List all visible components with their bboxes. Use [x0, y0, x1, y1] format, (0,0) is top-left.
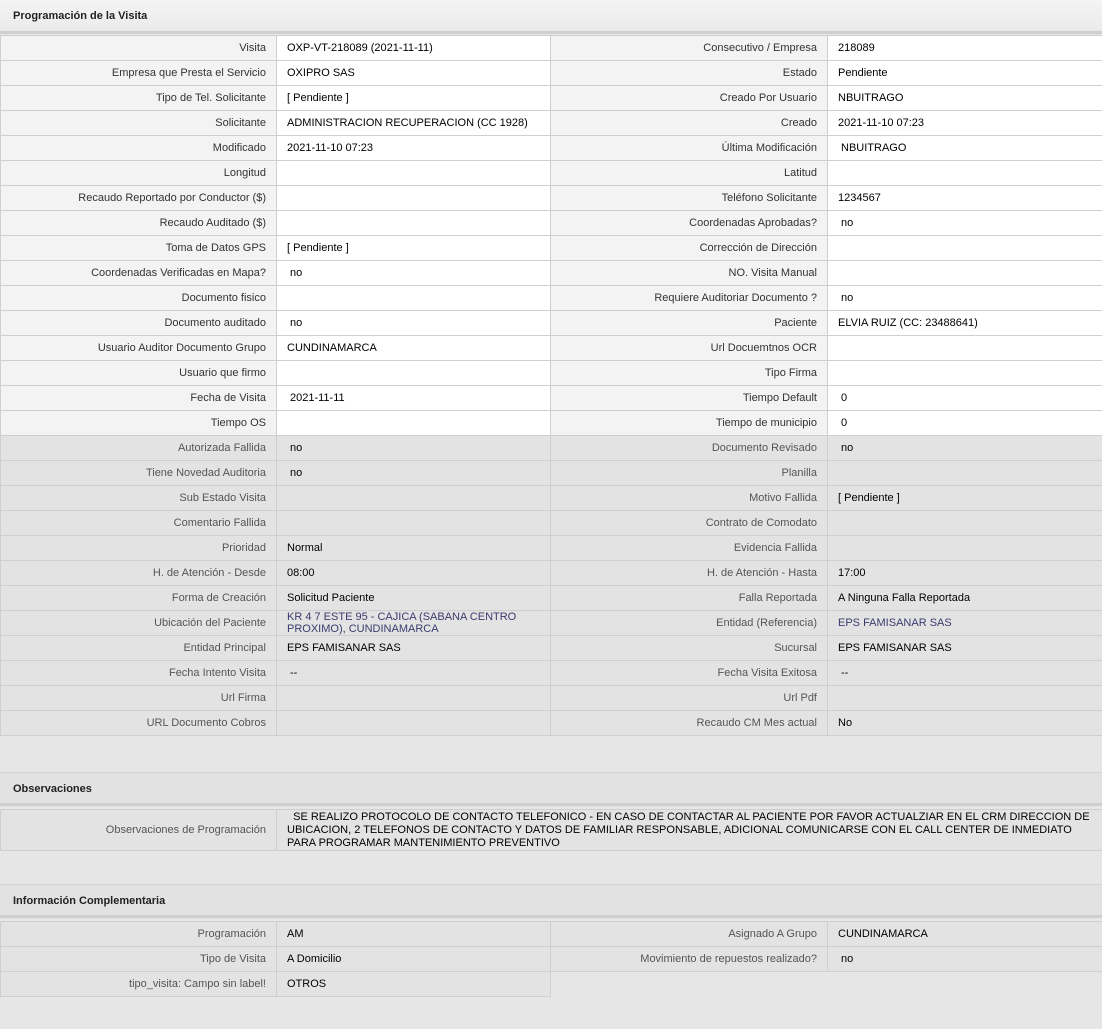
field-label-comentario-fallida: Comentario Fallida [1, 511, 277, 536]
field-label-contrato-de-comodato: Contrato de Comodato [551, 511, 828, 536]
field-label-fecha-de-visita: Fecha de Visita [1, 386, 277, 411]
table-row [1, 111, 1102, 136]
field-value-h-de-atencion-desde: 08:00 [277, 561, 551, 586]
field-label-tipo-de-tel-solicitante: Tipo de Tel. Solicitante [1, 86, 277, 111]
field-label-programacion: Programación [1, 922, 277, 947]
field-label-telefono-solicitante: Teléfono Solicitante [551, 186, 828, 211]
field-value-entidad-referencia: EPS FAMISANAR SAS [828, 611, 1102, 636]
section-programacion [0, 0, 1102, 34]
field-value-empresa-que-presta-el-servicio: OXIPRO SAS [277, 61, 551, 86]
table-row [1, 436, 1102, 461]
field-value-fecha-intento-visita: -- [277, 661, 551, 686]
field-label-documento-revisado: Documento Revisado [551, 436, 828, 461]
field-value-visita: OXP-VT-218089 (2021-11-11) [277, 36, 551, 61]
field-label-tipo-visita-campo-sin-label: tipo_visita: Campo sin label! [1, 972, 277, 997]
field-value-tiempo-default: 0 [828, 386, 1102, 411]
empty-cell [828, 972, 1102, 997]
table-row [1, 386, 1102, 411]
field-label-estado: Estado [551, 61, 828, 86]
field-label-documento-auditado: Documento auditado [1, 311, 277, 336]
field-label-h-de-atencion-hasta: H. de Atención - Hasta [551, 561, 828, 586]
field-value-contrato-de-comodato [828, 511, 1102, 536]
field-label-latitud: Latitud [551, 161, 828, 186]
programacion-table [0, 35, 1102, 736]
field-value-evidencia-fallida [828, 536, 1102, 561]
field-value-prioridad: Normal [277, 536, 551, 561]
field-label-tiempo-os: Tiempo OS [1, 411, 277, 436]
field-value-tipo-de-tel-solicitante: [ Pendiente ] [277, 86, 551, 111]
field-value-estado: Pendiente [828, 61, 1102, 86]
empty-cell [551, 972, 828, 997]
field-value-url-docuemtnos-ocr [828, 336, 1102, 361]
field-value-sucursal: EPS FAMISANAR SAS [828, 636, 1102, 661]
field-value-documento-fisico [277, 286, 551, 311]
field-label-modificado: Modificado [1, 136, 277, 161]
field-value-fecha-de-visita: 2021-11-11 [277, 386, 551, 411]
field-value-consecutivo-empresa: 218089 [828, 36, 1102, 61]
field-label-sub-estado-visita: Sub Estado Visita [1, 486, 277, 511]
table-row [1, 186, 1102, 211]
field-value-coordenadas-aprobadas: no [828, 211, 1102, 236]
field-label-tipo-firma: Tipo Firma [551, 361, 828, 386]
field-value-creado: 2021-11-10 07:23 [828, 111, 1102, 136]
field-value-tiempo-de-municipio: 0 [828, 411, 1102, 436]
table-row [1, 211, 1102, 236]
field-value-falla-reportada: A Ninguna Falla Reportada [828, 586, 1102, 611]
field-label-tipo-de-visita: Tipo de Visita [1, 947, 277, 972]
field-label-tiempo-de-municipio: Tiempo de municipio [551, 411, 828, 436]
table-row [1, 161, 1102, 186]
field-value-latitud [828, 161, 1102, 186]
field-label-planilla: Planilla [551, 461, 828, 486]
field-value-requiere-auditoriar-documento: no [828, 286, 1102, 311]
table-row [1, 511, 1102, 536]
table-row [1, 361, 1102, 386]
field-label-autorizada-fallida: Autorizada Fallida [1, 436, 277, 461]
field-value-recaudo-cm-mes-actual: No [828, 711, 1102, 736]
table-row [1, 661, 1102, 686]
field-value-usuario-que-firmo [277, 361, 551, 386]
table-row [1, 136, 1102, 161]
table-row [1, 561, 1102, 586]
field-label-tiempo-default: Tiempo Default [551, 386, 828, 411]
field-label-recaudo-cm-mes-actual: Recaudo CM Mes actual [551, 711, 828, 736]
section-header-observaciones: Observaciones [0, 772, 1102, 806]
table-row [1, 411, 1102, 436]
field-value-paciente: ELVIA RUIZ (CC: 23488641) [828, 311, 1102, 336]
table-row [1, 61, 1102, 86]
table-row [1, 36, 1102, 61]
field-value-motivo-fallida: [ Pendiente ] [828, 486, 1102, 511]
field-value-solicitante: ADMINISTRACION RECUPERACION (CC 1928) [277, 111, 551, 136]
field-value-planilla [828, 461, 1102, 486]
field-value-url-documento-cobros [277, 711, 551, 736]
field-value-url-pdf [828, 686, 1102, 711]
field-label-ubicacion-del-paciente: Ubicación del Paciente [1, 611, 277, 636]
field-value-telefono-solicitante: 1234567 [828, 186, 1102, 211]
field-value-programacion: AM [277, 922, 551, 947]
field-value-asignado-a-grupo: CUNDINAMARCA [828, 922, 1102, 947]
field-value-tipo-de-visita: A Domicilio [277, 947, 551, 972]
field-value-ubicacion-del-paciente: KR 4 7 ESTE 95 - CAJICA (SABANA CENTRO PROXIMO), CUNDINAMARCA [277, 611, 551, 636]
field-value-modificado: 2021-11-10 07:23 [277, 136, 551, 161]
field-label-entidad-referencia: Entidad (Referencia) [551, 611, 828, 636]
field-label-h-de-atencion-desde: H. de Atención - Desde [1, 561, 277, 586]
field-value-tiempo-os [277, 411, 551, 436]
table-row [1, 947, 1102, 972]
table-row [1, 686, 1102, 711]
field-label-paciente: Paciente [551, 311, 828, 336]
table-row [1, 711, 1102, 736]
field-label-falla-reportada: Falla Reportada [551, 586, 828, 611]
table-row [1, 236, 1102, 261]
field-label-url-documento-cobros: URL Documento Cobros [1, 711, 277, 736]
table-row [1, 922, 1102, 947]
field-label-url-docuemtnos-ocr: Url Docuemtnos OCR [551, 336, 828, 361]
field-value-fecha-visita-exitosa: -- [828, 661, 1102, 686]
field-value-documento-revisado: no [828, 436, 1102, 461]
field-value-tiene-novedad-auditoria: no [277, 461, 551, 486]
table-row [1, 586, 1102, 611]
field-label-solicitante: Solicitante [1, 111, 277, 136]
field-label-documento-fisico: Documento fisico [1, 286, 277, 311]
field-label-empresa-que-presta-el-servicio: Empresa que Presta el Servicio [1, 61, 277, 86]
field-value-recaudo-auditado [277, 211, 551, 236]
field-label-url-firma: Url Firma [1, 686, 277, 711]
field-value-tipo-firma [828, 361, 1102, 386]
field-label-tiene-novedad-auditoria: Tiene Novedad Auditoria [1, 461, 277, 486]
complementaria-table [0, 921, 1102, 997]
table-row [1, 636, 1102, 661]
field-label-requiere-auditoriar-documento: Requiere Auditoriar Documento ? [551, 286, 828, 311]
table-row [1, 86, 1102, 111]
field-label-movimiento-de-repuestos-realizado: Movimiento de repuestos realizado? [551, 947, 828, 972]
observaciones-table [0, 809, 1102, 851]
table-row [1, 261, 1102, 286]
field-label-visita: Visita [1, 36, 277, 61]
field-value-movimiento-de-repuestos-realizado: no [828, 947, 1102, 972]
field-label-entidad-principal: Entidad Principal [1, 636, 277, 661]
field-value-creado-por-usuario: NBUITRAGO [828, 86, 1102, 111]
field-label-no-visita-manual: NO. Visita Manual [551, 261, 828, 286]
field-label-recaudo-auditado: Recaudo Auditado ($) [1, 211, 277, 236]
field-label-usuario-que-firmo: Usuario que firmo [1, 361, 277, 386]
field-value-no-visita-manual [828, 261, 1102, 286]
table-row [1, 536, 1102, 561]
section-header-programacion: Programación de la Visita [0, 0, 1102, 34]
field-label-prioridad: Prioridad [1, 536, 277, 561]
field-label-sucursal: Sucursal [551, 636, 828, 661]
field-value-longitud [277, 161, 551, 186]
field-value-ultima-modificacion: NBUITRAGO [828, 136, 1102, 161]
field-label-correccion-de-direccion: Corrección de Dirección [551, 236, 828, 261]
observaciones-value: SE REALIZO PROTOCOLO DE CONTACTO TELEFONICO - EN CASO DE CONTACTAR AL PACIENTE POR FAVOR ACTUALZIAR EN EL CRM DIRECCION DE UBICACION, 2 TELEFONOS DE CONTACTO Y DATOS DE FAMILIAR RESPONSABLE, ADICIONAL COMUNICARSE CON EL CALL CENTER DE INMEDIATO PARA PROGRAMAR MANTENIMIENTO PREVENTIVO [277, 810, 1102, 851]
field-value-sub-estado-visita [277, 486, 551, 511]
table-row [1, 972, 1102, 997]
field-value-url-firma [277, 686, 551, 711]
field-value-coordenadas-verificadas-en-mapa: no [277, 261, 551, 286]
observaciones-label: Observaciones de Programación [1, 810, 277, 851]
field-value-comentario-fallida [277, 511, 551, 536]
field-value-forma-de-creacion: Solicitud Paciente [277, 586, 551, 611]
field-label-fecha-intento-visita: Fecha Intento Visita [1, 661, 277, 686]
field-label-coordenadas-verificadas-en-mapa: Coordenadas Verificadas en Mapa? [1, 261, 277, 286]
field-label-toma-de-datos-gps: Toma de Datos GPS [1, 236, 277, 261]
field-value-toma-de-datos-gps: [ Pendiente ] [277, 236, 551, 261]
field-label-longitud: Longitud [1, 161, 277, 186]
table-row [1, 486, 1102, 511]
table-row [1, 336, 1102, 361]
field-label-ultima-modificacion: Última Modificación [551, 136, 828, 161]
field-label-forma-de-creacion: Forma de Creación [1, 586, 277, 611]
section-header-complementaria: Información Complementaria [0, 884, 1102, 918]
field-value-usuario-auditor-documento-grupo: CUNDINAMARCA [277, 336, 551, 361]
field-value-h-de-atencion-hasta: 17:00 [828, 561, 1102, 586]
field-label-consecutivo-empresa: Consecutivo / Empresa [551, 36, 828, 61]
field-label-creado-por-usuario: Creado Por Usuario [551, 86, 828, 111]
field-label-motivo-fallida: Motivo Fallida [551, 486, 828, 511]
table-row [1, 810, 1102, 851]
field-label-fecha-visita-exitosa: Fecha Visita Exitosa [551, 661, 828, 686]
table-row [1, 461, 1102, 486]
field-label-asignado-a-grupo: Asignado A Grupo [551, 922, 828, 947]
field-label-evidencia-fallida: Evidencia Fallida [551, 536, 828, 561]
field-value-documento-auditado: no [277, 311, 551, 336]
field-label-url-pdf: Url Pdf [551, 686, 828, 711]
field-label-coordenadas-aprobadas: Coordenadas Aprobadas? [551, 211, 828, 236]
field-value-tipo-visita-campo-sin-label: OTROS [277, 972, 551, 997]
table-row [1, 311, 1102, 336]
field-label-usuario-auditor-documento-grupo: Usuario Auditor Documento Grupo [1, 336, 277, 361]
table-row [1, 611, 1102, 636]
field-value-autorizada-fallida: no [277, 436, 551, 461]
table-row [1, 286, 1102, 311]
field-label-recaudo-reportado-por-conductor: Recaudo Reportado por Conductor ($) [1, 186, 277, 211]
field-value-entidad-principal: EPS FAMISANAR SAS [277, 636, 551, 661]
field-value-correccion-de-direccion [828, 236, 1102, 261]
field-label-creado: Creado [551, 111, 828, 136]
field-value-recaudo-reportado-por-conductor [277, 186, 551, 211]
